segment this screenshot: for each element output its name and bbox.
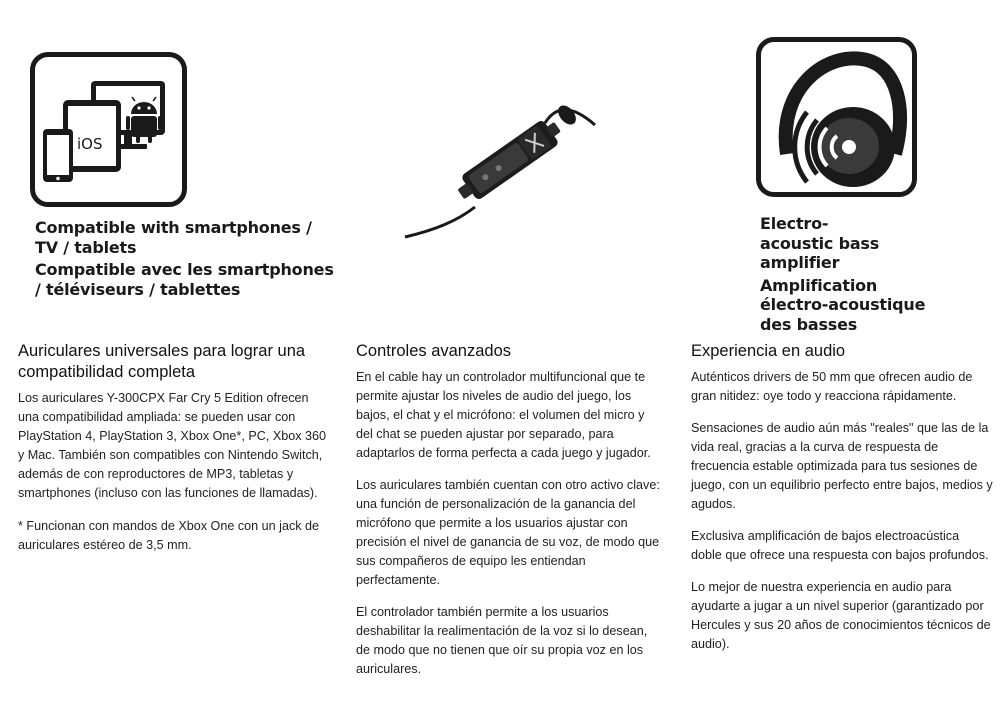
audio-paragraph: Exclusiva amplificación de bajos electroacústica doble que ofrece una respuesta con bajos profundos. [691, 529, 989, 562]
controls-paragraph: El controlador también permite a los usuarios deshabilitar la realimentación de la voz si lo desean, de modo que no tienen que oír su propia voz en los auriculares. [356, 605, 648, 676]
audio-paragraph: Sensaciones de audio aún más "reales" que las de la vida real, gracias a la curva de respuesta de frecuencia estable optimizada para tus sesiones de juego, con un equilibrio perfecto entre bajos, medios y agudos. [691, 421, 993, 511]
bass-badge [756, 37, 917, 197]
bass-badge-caption [760, 214, 950, 334]
audio-paragraph: Lo mejor de nuestra experiencia en audio para ayudarte a jugar a un nivel superior (garantizado por Hercules y sus 20 años de conocimientos técnicos de audio). [691, 580, 991, 651]
controls-heading: Controles avanzados [356, 342, 512, 360]
headphones-bass-icon [761, 42, 912, 192]
audio-section [691, 341, 993, 654]
devices-icon [35, 57, 182, 202]
compatibility-heading: Auriculares universales para lograr una compatibilidad completa [18, 342, 306, 381]
audio-paragraph: Auténticos drivers de 50 mm que ofrecen audio de gran nitidez: oye todo y reacciona rápidamente. [691, 370, 973, 403]
controls-section [356, 341, 661, 679]
audio-heading: Experiencia en audio [691, 342, 846, 360]
compatibility-footnote: * Funcionan con mandos de Xbox One con un jack de auriculares estéreo de 3,5 mm. [18, 519, 320, 552]
controls-paragraph: Los auriculares también cuentan con otro activo clave: una función de personalización de la ganancia del micrófono que permite a los usuarios ajustar con precisión el nivel de ganancia de su voz, de modo que sus compañeros de equipo les entiendan perfectamente. [356, 478, 660, 587]
bass-caption-en: Electro-acoustic bass amplifier [760, 214, 880, 272]
compatibility-paragraph: Los auriculares Y-300CPX Far Cry 5 Edition ofrecen una compatibilidad ampliada: se pueden usar con PlayStation 4, PlayStation 3, Xbox One*, PC, Xbox 360 y Mac. También son compatibles con Nintendo Switch, además de con reproductores de MP3, tabletas y smartphones (incluso con las funciones de llamadas). [18, 391, 327, 500]
inline-cable-controller-image [395, 95, 615, 245]
bass-caption-fr: Amplification électro-acoustique des basses [760, 275, 926, 334]
compatibility-badge-caption [35, 218, 335, 299]
devices-badge [30, 52, 187, 207]
controls-paragraph: En el cable hay un controlador multifuncional que te permite ajustar los niveles de audio del juego, los bajos, el chat y el micrófono: el volumen del micro y del chat se pueden ajustar por separado, para adaptarlos de forma perfecta a cada juego y jugador. [356, 370, 651, 460]
compatibility-caption-en: Compatible with smartphones / TV / tablets [35, 218, 312, 257]
compatibility-section [18, 341, 328, 555]
ios-label: iOS [77, 135, 103, 153]
compatibility-caption-fr: Compatible avec les smartphones / téléviseurs / tablettes [35, 260, 334, 299]
